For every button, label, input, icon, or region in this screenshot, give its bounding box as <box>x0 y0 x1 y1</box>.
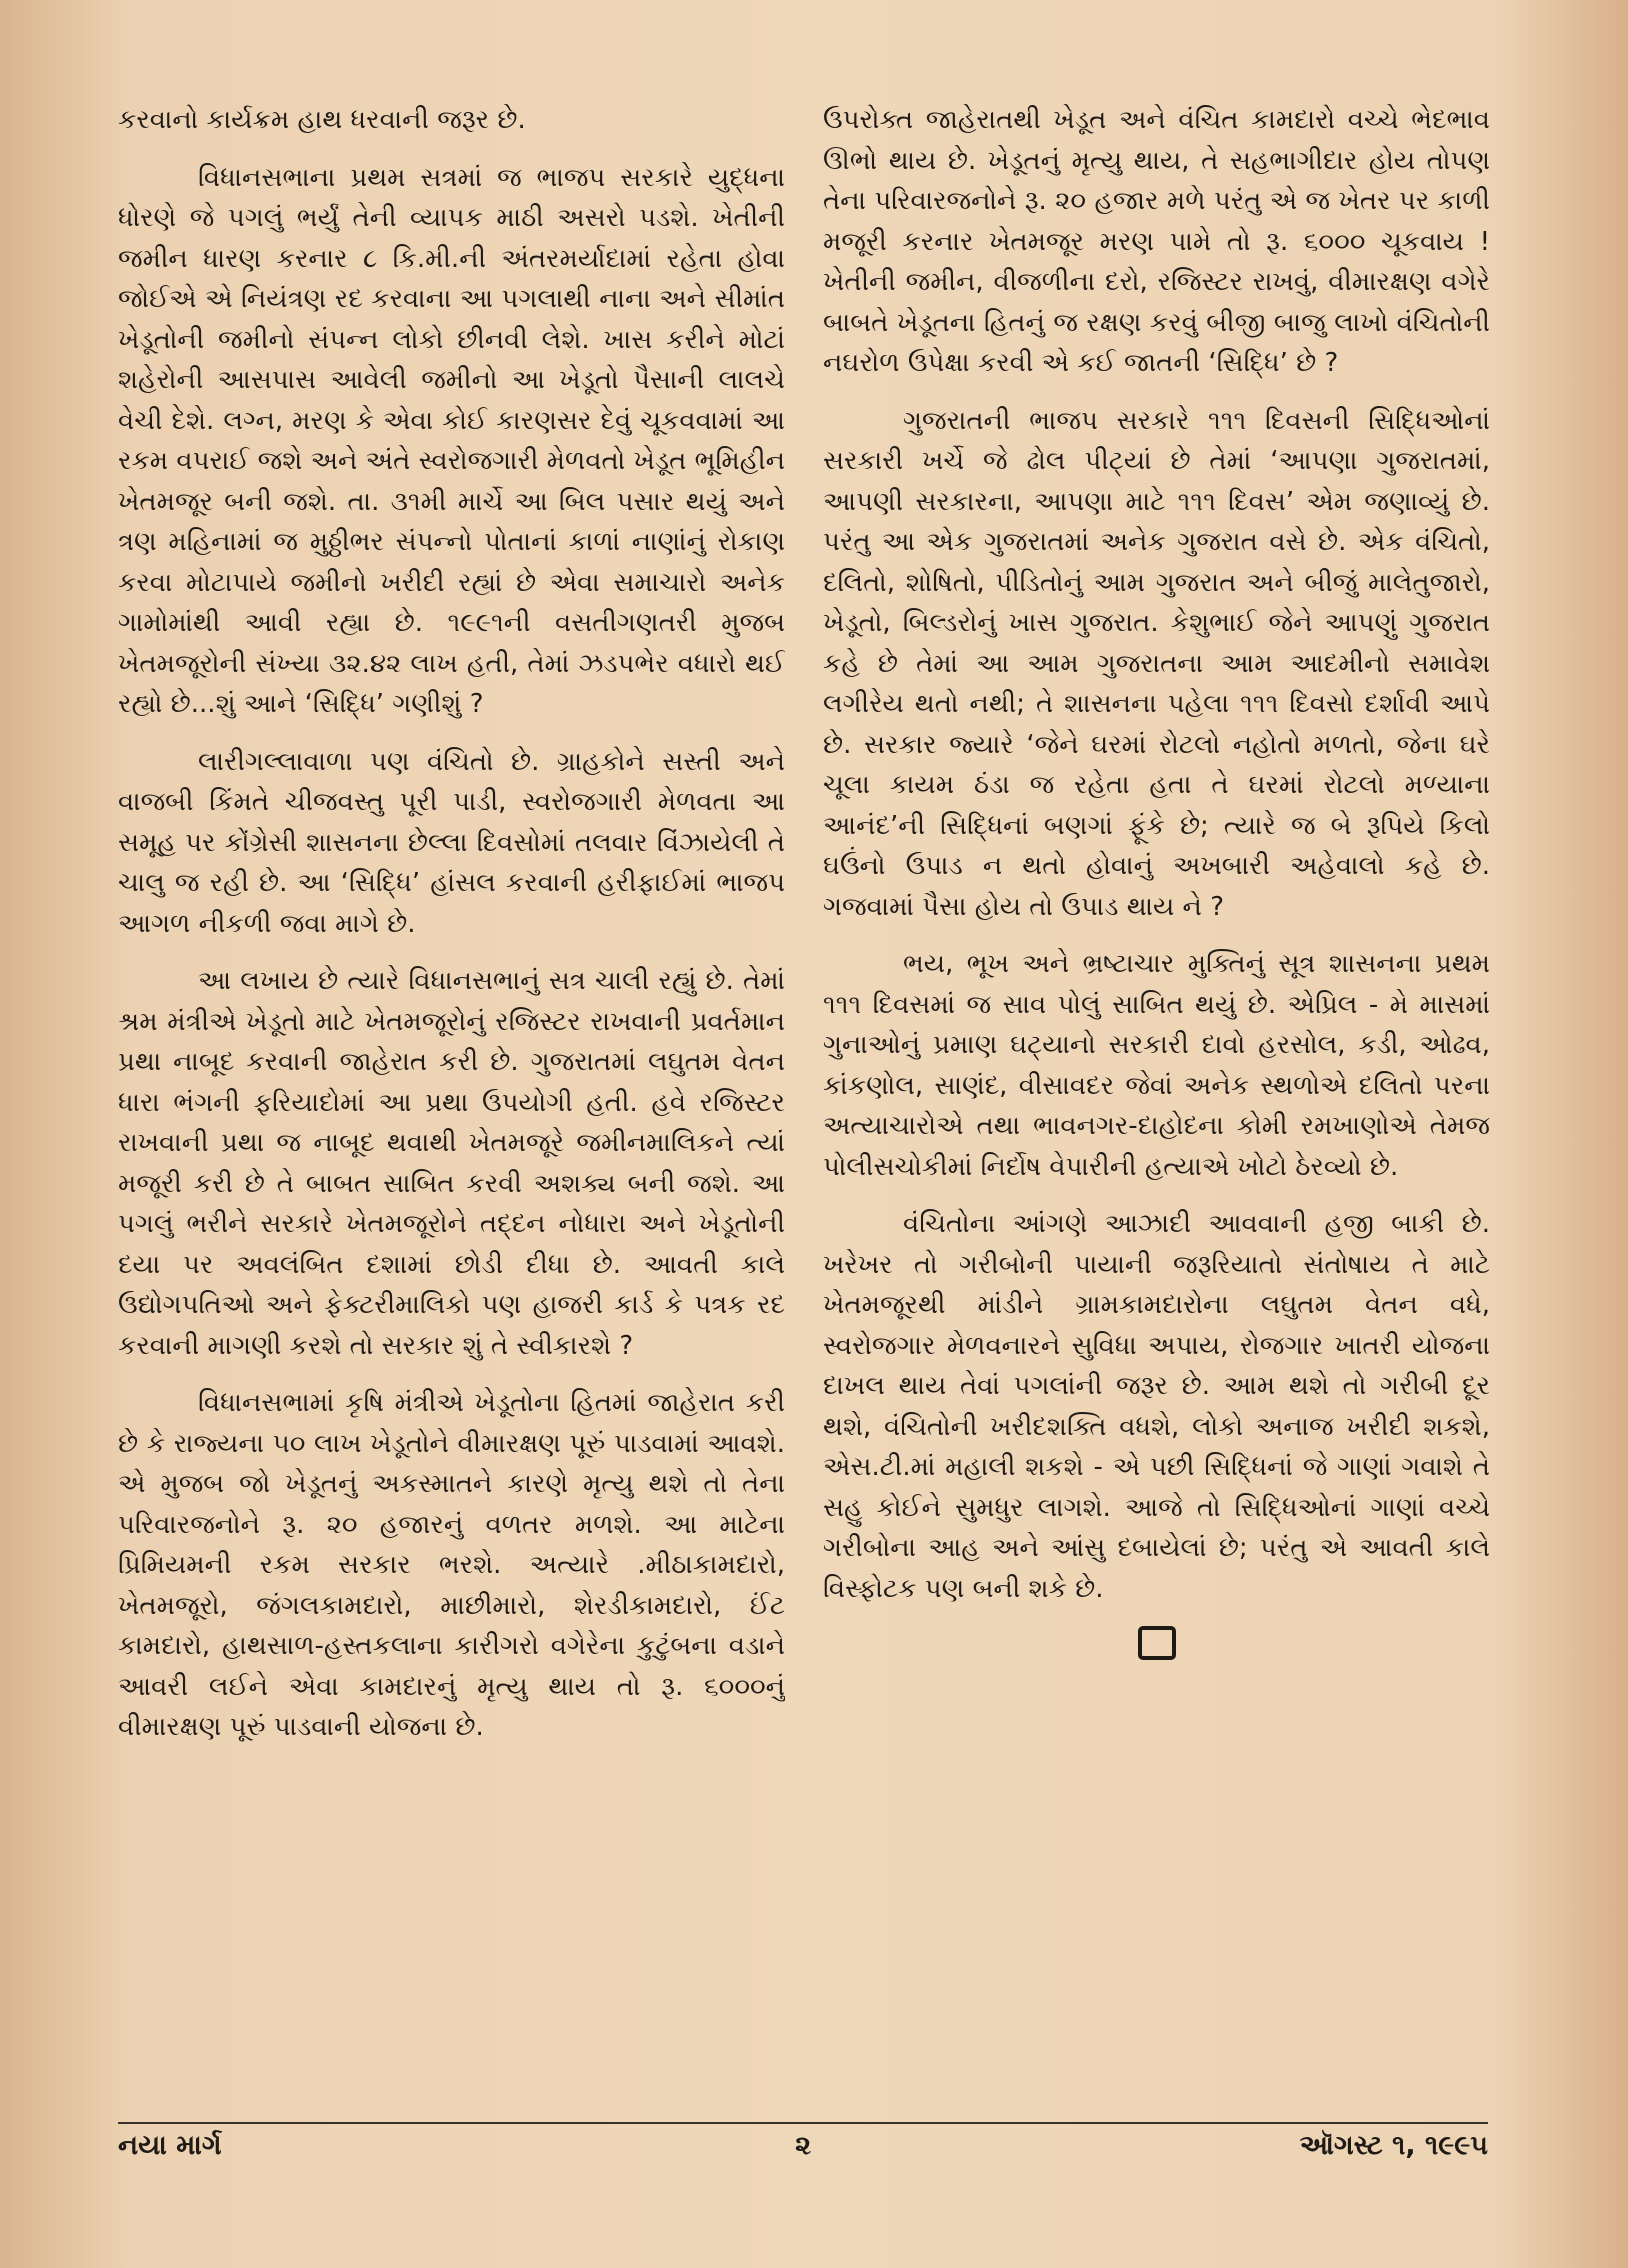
paragraph: વંચિતોના આંગણે આઝાદી આવવાની હજી બાકી છે. ખરેખર તો ગરીબોની પાયાની જરૂરિયાતો સંતોષાય તે માટે ખેતમજૂરથી માંડીને ગ્રામકામદારોના લઘુતમ વેતન વધે, સ્વરોજગાર મેળવનારને સુવિધા અપાય, રોજગાર ખાતરી યોજના દાખલ થાય તેવાં પગલાંની જરૂર છે. આમ થશે તો ગરીબી દૂર થશે, વંચિતોની ખરીદશક્તિ વધશે, લોકો અનાજ ખરીદી શકશે, એસ.ટી.માં મહાલી શકશે - એ પછી સિદ્ધિનાં જે ગાણાં ગવાશે તે સહુ કોઈને સુમધુર લાગશે. આજે તો સિદ્ધિઓનાં ગાણાં વચ્ચે ગરીબોના આહ અને આંસુ દબાયેલાં છે; પરંતુ એ આવતી કાલે વિસ્ફોટક પણ બની શકે છે. <box>823 1209 1490 1604</box>
end-of-article-mark <box>1138 1626 1176 1660</box>
issue-date: ઑગસ્ટ ૧, ૧૯૯૫ <box>1299 2130 1488 2161</box>
magazine-name: નયા માર્ગ <box>118 2130 222 2161</box>
page-footer <box>118 2130 1488 2180</box>
paragraph: કરવાનો કાર્યક્રમ હાથ ધરવાની જરૂર છે. <box>118 105 526 135</box>
paragraph: વિધાનસભામાં કૃષિ મંત્રીએ ખેડૂતોના હિતમાં જાહેરાત કરી છે કે રાજ્યના ૫૦ લાખ ખેડૂતોને વીમારક્ષણ પૂરું પાડવામાં આવશે. એ મુજબ જો ખેડૂતનું અકસ્માતને કારણે મૃત્યુ થશે તો તેના પરિવારજનોને રૂ. ૨૦ હજારનું વળતર મળશે. આ માટેના પ્રિમિયમની રકમ સરકાર ભરશે. અત્યારે .મીઠાકામદારો, ખેતમજૂરો, જંગલકામદારો, માછીમારો, શેરડીકામદારો, ઈંટ કામદારો, હાથસાળ-હસ્તકલાના કારીગરો વગેરેના કુટુંબના વડાને આવરી લઈને એવા કામદારનું મૃત્યુ થાય તો રૂ. ૬૦૦૦નું વીમારક્ષણ પૂરું પાડવાની યોજના છે. <box>118 1388 785 1742</box>
paragraph: વિધાનસભાના પ્રથમ સત્રમાં જ ભાજપ સરકારે યુદ્ધના ધોરણે જે પગલું ભર્યું તેની વ્યાપક માઠી અસરો પડશે. ખેતીની જમીન ધારણ કરનાર ૮ કિ.મી.ની અંતરમર્યાદામાં રહેતા હોવા જોઈએ એ નિયંત્રણ રદ કરવાના આ પગલાથી નાના અને સીમાંત ખેડૂતોની જમીનો સંપન્ન લોકો છીનવી લેશે. ખાસ કરીને મોટાં શહેરોની આસપાસ આવેલી જમીનો આ ખેડૂતો પૈસાની લાલચે વેચી દેશે. લગ્ન, મરણ કે એવા કોઈ કારણસર દેવું ચૂકવવામાં આ રકમ વપરાઈ જશે અને અંતે સ્વરોજગારી મેળવતો ખેડૂત ભૂમિહીન ખેતમજૂર બની જશે. તા. ૩૧મી માર્ચે આ બિલ પસાર થયું અને ત્રણ મહિનામાં જ મુઠ્ઠીભર સંપન્નો પોતાનાં કાળાં નાણાંનું રોકાણ કરવા મોટાપાયે જમીનો ખરીદી રહ્યાં છે એવા સમાચારો અનેક ગામોમાંથી આવી રહ્યા છે. ૧૯૯૧ની વસતીગણતરી મુજબ ખેતમજૂરોની સંખ્યા ૩૨.૪૨ લાખ હતી, તેમાં ઝડપભેર વધારો થઈ રહ્યો છે...શું આને ‘સિદ્ધિ’ ગણીશું ? <box>118 162 785 719</box>
paragraph: ઉપરોક્ત જાહેરાતથી ખેડૂત અને વંચિત કામદારો વચ્ચે ભેદભાવ ઊભો થાય છે. ખેડૂતનું મૃત્યુ થાય, તે સહભાગીદાર હોય તોપણ તેના પરિવારજનોને રૂ. ૨૦ હજાર મળે પરંતુ એ જ ખેતર પર કાળી મજૂરી કરનાર ખેતમજૂર મરણ પામે તો રૂ. ૬૦૦૦ ચૂકવાય ! ખેતીની જમીન, વીજળીના દરો, રજિસ્ટર રાખવું, વીમારક્ષણ વગેરે બાબતે ખેડૂતના હિતનું જ રક્ષણ કરવું બીજી બાજુ લાખો વંચિતોની નઘરોળ ઉપેક્ષા કરવી એ કઈ જાતની ‘સિદ્ધિ’ છે ? <box>823 105 1490 378</box>
paragraph: લારીગલ્લાવાળા પણ વંચિતો છે. ગ્રાહકોને સસ્તી અને વાજબી કિંમતે ચીજવસ્તુ પૂરી પાડી, સ્વરોજગારી મેળવતા આ સમૂહ પર કોંગ્રેસી શાસનના છેલ્લા દિવસોમાં તલવાર વિંઝાયેલી તે ચાલુ જ રહી છે. આ ‘સિદ્ધિ’ હાંસલ કરવાની હરીફાઈમાં ભાજપ આગળ નીકળી જવા માગે છે. <box>118 746 785 939</box>
article-body <box>118 100 1490 2100</box>
page-number: ૨ <box>795 2130 811 2161</box>
paragraph: ગુજરાતની ભાજપ સરકારે ૧૧૧ દિવસની સિદ્ધિઓનાં સરકારી ખર્ચે જે ઢોલ પીટ્યાં છે તેમાં ‘આપણા ગુજરાતમાં, આપણી સરકારના, આપણા માટે ૧૧૧ દિવસ’ એમ જણાવ્યું છે. પરંતુ આ એક ગુજરાતમાં અનેક ગુજરાત વસે છે. એક વંચિતો, દલિતો, શોષિતો, પીડિતોનું આમ ગુજરાત અને બીજું માલેતુજારો, ખેડૂતો, બિલ્ડરોનું ખાસ ગુજરાત. કેશુભાઈ જેને આપણું ગુજરાત કહે છે તેમાં આ આમ ગુજરાતના આમ આદમીનો સમાવેશ લગીરેય થતો નથી; તે શાસનના પહેલા ૧૧૧ દિવસો દર્શાવી આપે છે. સરકાર જ્યારે ‘જેને ઘરમાં રોટલો નહોતો મળતો, જેના ઘરે ચૂલા કાયમ ઠંડા જ રહેતા હતા તે ઘરમાં રોટલો મળ્યાના આનંદ’ની સિદ્ધિનાં બણગાં ફૂંકે છે; ત્યારે જ બે રૂપિયે કિલો ઘઉંનો ઉપાડ ન થતો હોવાનું અખબારી અહેવાલો કહે છે. ગજવામાં પૈસા હોય તો ઉપાડ થાય ને ? <box>823 405 1490 922</box>
left-column <box>118 100 785 2100</box>
paragraph: ભય, ભૂખ અને ભ્રષ્ટાચાર મુક્તિનું સૂત્ર શાસનના પ્રથમ ૧૧૧ દિવસમાં જ સાવ પોલું સાબિત થયું છે. એપ્રિલ - મે માસમાં ગુનાઓનું પ્રમાણ ઘટ્યાનો સરકારી દાવો હરસોલ, કડી, ઓઢવ, કાંકણોલ, સાણંદ, વીસાવદર જેવાં અનેક સ્થળોએ દલિતો પરના અત્યાચારોએ તથા ભાવનગર-દાહોદના કોમી રમખાણોએ તેમજ પોલીસચોકીમાં નિર્દોષ વેપારીની હત્યાએ ખોટો ઠેરવ્યો છે. <box>823 949 1490 1182</box>
paragraph: આ લખાય છે ત્યારે વિધાનસભાનું સત્ર ચાલી રહ્યું છે. તેમાં શ્રમ મંત્રીએ ખેડૂતો માટે ખેતમજૂરોનું રજિસ્ટર રાખવાની પ્રવર્તમાન પ્રથા નાબૂદ કરવાની જાહેરાત કરી છે. ગુજરાતમાં લઘુતમ વેતન ધારા ભંગની ફરિયાદોમાં આ પ્રથા ઉપયોગી હતી. હવે રજિસ્ટર રાખવાની પ્રથા જ નાબૂદ થવાથી ખેતમજૂરે જમીનમાલિકને ત્યાં મજૂરી કરી છે તે બાબત સાબિત કરવી અશક્ય બની જશે. આ પગલું ભરીને સરકારે ખેતમજૂરોને તદ્દન નોધારા અને ખેડૂતોની દયા પર અવલંબિત દશામાં છોડી દીધા છે. આવતી કાલે ઉદ્યોગપતિઓ અને ફેક્ટરીમાલિકો પણ હાજરી કાર્ડ કે પત્રક રદ કરવાની માગણી કરશે તો સરકાર શું તે સ્વીકારશે ? <box>118 966 785 1361</box>
footer-rule <box>118 2122 1488 2124</box>
right-column <box>823 100 1490 2100</box>
